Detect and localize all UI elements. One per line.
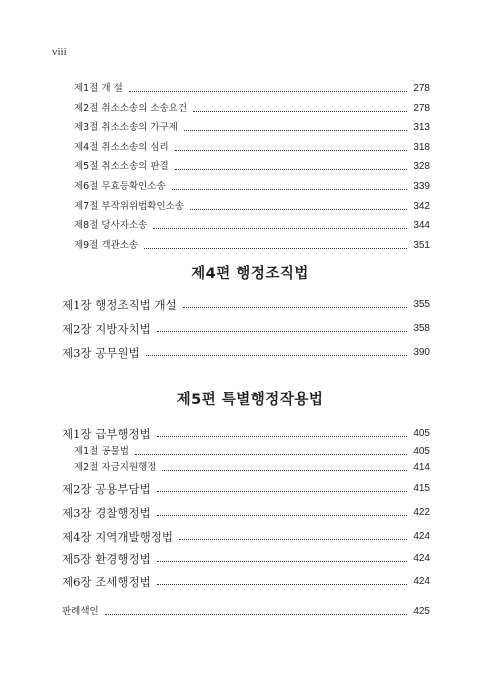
dot-leader — [144, 248, 407, 249]
entry-label: 제2절 취소소송의 소송요건 — [74, 102, 188, 114]
entry-label: 제8절 당사자소송 — [74, 220, 148, 232]
part-title-5: 제5편 특별행정작용법 — [176, 392, 324, 408]
dot-leader — [135, 454, 407, 455]
section-entry[interactable] — [0, 238, 500, 254]
dot-leader — [184, 130, 407, 131]
entry-page: 422 — [413, 507, 430, 518]
entry-label: 제5절 취소소송의 판결 — [74, 161, 169, 173]
entry-label: 제1장 급부행정법 — [62, 427, 151, 441]
entry-page: 424 — [413, 531, 430, 542]
entry-page: 415 — [413, 483, 430, 494]
entry-page: 342 — [413, 200, 430, 212]
entry-page: 414 — [413, 462, 430, 473]
entry-page: 328 — [413, 161, 430, 173]
entry-label: 제2장 공용부담법 — [62, 482, 151, 496]
dot-leader — [157, 561, 407, 562]
chapter-entry[interactable] — [0, 574, 500, 590]
index-entry-page: 425 — [413, 606, 430, 617]
section-entry[interactable] — [0, 159, 500, 175]
entry-page: 313 — [413, 122, 430, 134]
entry-page: 344 — [413, 220, 430, 232]
dot-leader — [172, 189, 407, 190]
section-entry[interactable] — [0, 120, 500, 136]
dot-leader — [162, 470, 407, 471]
entry-label: 제1절 공물법 — [74, 446, 129, 457]
chapter-entry[interactable] — [0, 426, 500, 442]
entry-page: 351 — [413, 239, 430, 251]
dot-leader — [157, 515, 407, 516]
entry-label: 제2장 지방자치법 — [62, 322, 151, 336]
dot-leader — [157, 491, 407, 492]
chapter-entry[interactable] — [0, 345, 500, 361]
dot-leader — [193, 111, 407, 112]
chapter-entry[interactable] — [0, 297, 500, 313]
dot-leader — [175, 150, 407, 151]
section-entry[interactable] — [0, 101, 500, 117]
dot-leader — [157, 436, 407, 437]
dot-leader — [157, 584, 407, 585]
dot-leader — [153, 228, 407, 229]
dot-leader — [129, 91, 407, 92]
dot-leader — [146, 355, 407, 356]
dot-leader — [190, 209, 407, 210]
entry-page: 355 — [413, 299, 430, 310]
page-number: viii — [52, 46, 67, 58]
chapter-entry[interactable] — [0, 321, 500, 337]
entry-label: 제3절 취소소송의 가구제 — [74, 122, 178, 134]
entry-page: 358 — [413, 323, 430, 334]
section-entry[interactable] — [0, 460, 500, 476]
entry-page: 390 — [413, 347, 430, 358]
section-entry[interactable] — [0, 81, 500, 97]
dot-leader — [157, 331, 407, 332]
section-entry[interactable] — [0, 140, 500, 156]
dot-leader — [179, 539, 407, 540]
entry-page: 405 — [413, 446, 430, 457]
entry-label: 제3장 공무원법 — [62, 346, 140, 360]
chapter-entry[interactable] — [0, 481, 500, 497]
entry-label: 제1절 개 설 — [74, 83, 123, 94]
dot-leader — [175, 169, 407, 170]
entry-label: 제1장 행정조직법 개설 — [62, 298, 177, 312]
dot-leader — [183, 307, 407, 308]
entry-label: 제6장 조세행정법 — [62, 575, 151, 589]
entry-page: 278 — [413, 83, 430, 94]
part-title-4: 제4편 행정조직법 — [191, 266, 309, 282]
section-entry[interactable] — [0, 179, 500, 195]
entry-page: 424 — [413, 553, 430, 564]
entry-page: 405 — [413, 428, 430, 439]
index-entry[interactable] — [0, 604, 500, 620]
dot-leader — [105, 614, 407, 615]
entry-label: 제4절 취소소송의 심리 — [74, 141, 169, 153]
entry-label: 제5장 환경행정법 — [62, 552, 151, 566]
index-entry-label: 판례색인 — [62, 606, 99, 617]
section-entry[interactable] — [0, 199, 500, 215]
entry-page: 424 — [413, 576, 430, 587]
entry-label: 제6절 무효등확인소송 — [74, 181, 166, 192]
entry-page: 318 — [413, 141, 430, 153]
section-entry[interactable] — [0, 444, 500, 460]
entry-label: 제2절 자금지원행정 — [74, 462, 157, 473]
entry-label: 제4장 지역개발행정법 — [62, 530, 173, 544]
chapter-entry[interactable] — [0, 505, 500, 521]
entry-page: 278 — [413, 102, 430, 114]
entry-label: 제9절 객관소송 — [74, 239, 139, 251]
entry-page: 339 — [413, 181, 430, 192]
entry-label: 제3장 경찰행정법 — [62, 506, 151, 520]
section-entry[interactable] — [0, 218, 500, 234]
chapter-entry[interactable] — [0, 551, 500, 567]
entry-label: 제7절 부작위위법확인소송 — [74, 200, 185, 212]
chapter-entry[interactable] — [0, 529, 500, 545]
